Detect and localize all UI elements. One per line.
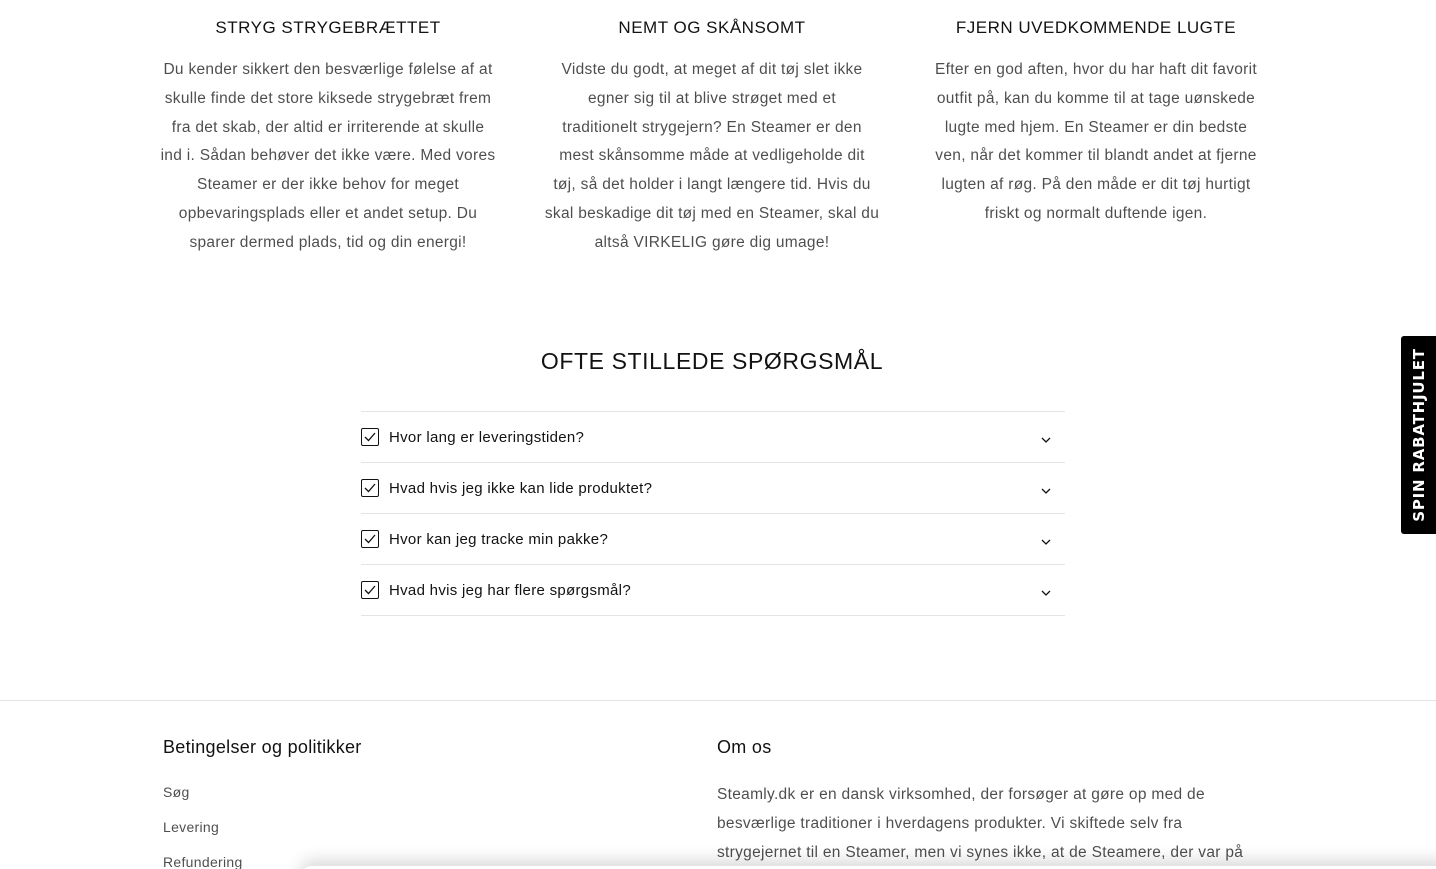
feature-text bbox=[542, 56, 882, 258]
faq-question: Hvad hvis jeg ikke kan lide produktet? bbox=[389, 479, 653, 497]
feature-text-line: mest skånsomme måde at vedligeholde dit bbox=[559, 147, 865, 165]
feature-text-line: Efter en god aften, hvor du har haft dit favorit bbox=[934, 61, 1257, 78]
checkbox-icon bbox=[361, 530, 379, 548]
feature-text-line: outfit på, kan du komme til at tage uønskede bbox=[936, 89, 1256, 107]
feature-text-line: Du kender sikkert den besværlige følelse af at bbox=[163, 61, 493, 78]
spin-wheel-label: SPIN RABATHJULET bbox=[1409, 348, 1428, 522]
footer-link-search[interactable]: Søg bbox=[163, 784, 190, 800]
feature-title: NEMT OG SKÅNSOMT bbox=[618, 18, 806, 37]
feature-text-line: lugten af røg. På den måde er dit tøj hurtigt bbox=[941, 176, 1251, 194]
feature-text-line: ind i. Sådan behøver det ikke være. Med vores bbox=[160, 147, 496, 165]
faq-item-delivery-time[interactable] bbox=[361, 412, 1065, 463]
feature-text-line: friskt og normalt duftende igen. bbox=[984, 204, 1208, 222]
feature-text-line: fra det skab, der altid er irriterende at skulle bbox=[171, 118, 485, 136]
feature-text-line: sparer dermed plads, tid og din energi! bbox=[189, 233, 467, 251]
chevron-down-icon[interactable] bbox=[1041, 431, 1051, 449]
footer-about-line: Steamly.dk er en dansk virksomhed, der forsøger at gøre op med de bbox=[717, 786, 1205, 803]
chevron-down-icon[interactable] bbox=[1041, 584, 1051, 602]
faq-item-return[interactable] bbox=[361, 463, 1065, 514]
faq-item-more-questions[interactable] bbox=[361, 565, 1065, 616]
feature-text-line: tøj, så det holder i langt længere tid. Hvis du bbox=[553, 176, 871, 194]
feature-column-gentle bbox=[542, 14, 882, 258]
feature-title: FJERN UVEDKOMMENDE LUGTE bbox=[955, 18, 1237, 37]
faq-item-tracking[interactable] bbox=[361, 514, 1065, 565]
feature-text-line: Steamer er der ikke behov for meget bbox=[196, 176, 460, 194]
footer-policies-heading: Betingelser og politikker bbox=[163, 737, 362, 757]
feature-text-line: traditionelt strygejern? En Steamer er den bbox=[562, 118, 862, 136]
feature-column-iron bbox=[158, 14, 498, 258]
footer-about-line: besværlige traditioner i hverdagens produkter. Vi skiftede selv fra bbox=[717, 815, 1183, 832]
feature-column-odors bbox=[926, 14, 1266, 258]
checkbox-icon bbox=[361, 581, 379, 599]
feature-text-line: ven, når det kommer til blandt andet at fjerne bbox=[935, 147, 1257, 165]
footer-policies bbox=[163, 737, 362, 869]
footer-about-heading: Om os bbox=[717, 737, 772, 757]
feature-title: STRYG STRYGEBRÆTTET bbox=[215, 18, 441, 37]
feature-text-line: skal beskadige dit tøj med en Steamer, skal du bbox=[544, 204, 880, 222]
faq-list bbox=[361, 411, 1065, 616]
list-item bbox=[163, 784, 362, 802]
feature-text-line: egner sig til at blive strøget med et bbox=[587, 89, 836, 107]
faq-title: OFTE STILLEDE SPØRGSMÅL bbox=[540, 348, 884, 374]
feature-text bbox=[158, 56, 498, 258]
footer-link-refund[interactable]: Refundering bbox=[163, 854, 243, 869]
footer-about-text bbox=[717, 780, 1247, 867]
footer-link-delivery[interactable]: Levering bbox=[163, 819, 220, 835]
list-item bbox=[163, 819, 362, 837]
feature-text bbox=[926, 56, 1266, 229]
chevron-down-icon[interactable] bbox=[1041, 482, 1051, 500]
features-section bbox=[158, 14, 1266, 258]
footer bbox=[0, 700, 1436, 869]
checkbox-icon bbox=[361, 428, 379, 446]
feature-text-line: skulle finde det store kiksede strygebræt frem bbox=[164, 89, 492, 107]
feature-text-line: lugte med hjem. En Steamer er din bedste bbox=[944, 118, 1248, 136]
spin-wheel-tab[interactable] bbox=[1401, 336, 1436, 534]
footer-about bbox=[717, 737, 1247, 867]
faq-question: Hvor kan jeg tracke min pakke? bbox=[389, 530, 609, 548]
footer-about-line: strygejernet til en Steamer, men vi synes ikke, at de Steamere, der var på bbox=[717, 844, 1244, 861]
footer-links bbox=[163, 784, 362, 869]
feature-text-line: Vidste du godt, at meget af dit tøj slet ikke bbox=[561, 61, 863, 78]
faq-question: Hvad hvis jeg har flere spørgsmål? bbox=[389, 581, 631, 599]
feature-text-line: altså VIRKELIG gøre dig umage! bbox=[594, 233, 830, 251]
feature-text-line: opbevaringsplads eller et andet setup. Du bbox=[178, 204, 478, 222]
checkbox-icon bbox=[361, 479, 379, 497]
chevron-down-icon[interactable] bbox=[1041, 533, 1051, 551]
faq-question: Hvor lang er leveringstiden? bbox=[389, 428, 585, 446]
